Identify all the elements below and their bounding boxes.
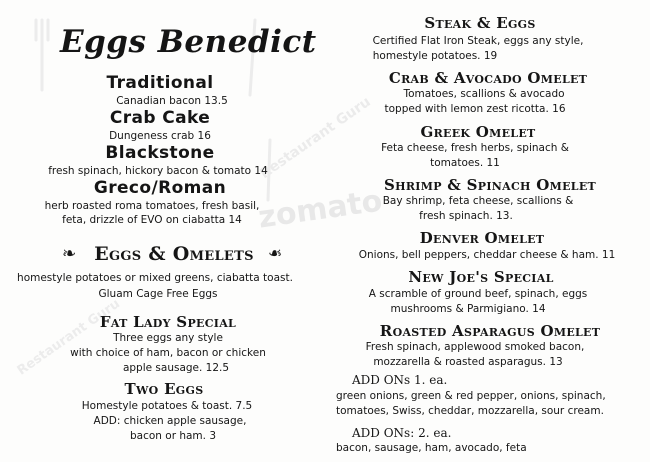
shrimp-spinach-line1: Bay shrimp, feta cheese, scallions & xyxy=(382,195,574,207)
eggs-omelets-intro2: Gluam Cage Free Eggs xyxy=(98,288,218,300)
addons1-title: ADD ONs 1. ea. xyxy=(352,373,448,387)
fat-lady-special-name: Fat Lady Special xyxy=(99,313,237,331)
benedict-crab-cake-desc: Dungeness crab 16 xyxy=(109,130,211,142)
greek-omelet-name: Greek Omelet xyxy=(420,123,536,141)
addons2-line1: bacon, sausage, ham, avocado, feta xyxy=(336,442,527,454)
benedict-traditional-desc: Canadian bacon 13.5 xyxy=(116,95,228,107)
greek-omelet-line1: Feta cheese, fresh herbs, spinach & xyxy=(381,142,569,154)
two-eggs-line3: bacon or ham. 3 xyxy=(129,430,217,442)
fat-lady-line2: with choice of ham, bacon or chicken xyxy=(70,347,266,359)
shrimp-spinach-line2: fresh spinach. 13. xyxy=(419,210,513,222)
watermark-zomato: zomato xyxy=(256,183,385,236)
crab-avocado-line1: Tomatoes, scallions & avocado xyxy=(403,88,565,100)
denver-omelet-line1: Onions, bell peppers, cheddar cheese & ham. 11 xyxy=(358,249,616,261)
two-eggs-line1: Homestyle potatoes & toast. 7.5 xyxy=(81,400,253,412)
watermark-restaurant-guru-left: Restaurant Guru xyxy=(14,296,123,379)
eggs-omelets-title: Eggs & Omelets xyxy=(94,243,254,265)
new-joes-special-name: New Joe's Special xyxy=(408,268,554,286)
new-joes-line1: A scramble of ground beef, spinach, eggs xyxy=(368,288,588,300)
benedict-greco-roman-name: Greco/Roman xyxy=(93,178,227,198)
steak-eggs-name: Steak & Eggs xyxy=(424,14,536,32)
roasted-asparagus-omelet-name: Roasted Asparagus Omelet xyxy=(379,322,601,340)
flourish-right-icon: ❧ xyxy=(268,244,283,264)
steak-eggs-line2: homestyle potatoes. 19 xyxy=(372,50,498,62)
flourish-left-icon: ❧ xyxy=(62,244,77,264)
benedict-blackstone-name: Blackstone xyxy=(105,143,215,163)
fat-lady-line1: Three eggs any style xyxy=(113,332,223,344)
benedict-greco-roman-desc2: feta, drizzle of EVO on ciabatta 14 xyxy=(62,214,242,226)
watermark-restaurant-guru: Restaurant Guru xyxy=(257,93,374,183)
crab-avocado-line2: topped with lemon zest ricotta. 16 xyxy=(384,103,566,115)
benedict-traditional-name: Traditional xyxy=(106,73,214,93)
crab-avocado-omelet-name: Crab & Avocado Omelet xyxy=(388,69,588,87)
two-eggs-line2: ADD: chicken apple sausage, xyxy=(93,415,247,427)
new-joes-line2: mushrooms & Parmigiano. 14 xyxy=(390,303,546,315)
eggs-benedict-title: Eggs Benedict xyxy=(60,24,317,60)
eggs-omelets-intro1: homestyle potatoes or mixed greens, ciabatta toast. xyxy=(17,272,293,284)
greek-omelet-line2: tomatoes. 11 xyxy=(430,157,500,169)
steak-eggs-line1: Certified Flat Iron Steak, eggs any style, xyxy=(372,35,584,47)
roasted-asparagus-line2: mozzarella & roasted asparagus. 13 xyxy=(373,356,563,368)
fat-lady-line3: apple sausage. 12.5 xyxy=(122,362,230,374)
addons1-line2: tomatoes, Swiss, cheddar, mozzarella, sour cream. xyxy=(336,405,604,417)
denver-omelet-name: Denver Omelet xyxy=(419,229,545,247)
two-eggs-name: Two Eggs xyxy=(124,380,204,398)
benedict-crab-cake-name: Crab Cake xyxy=(109,108,211,128)
shrimp-spinach-omelet-name: Shrimp & Spinach Omelet xyxy=(384,176,596,194)
roasted-asparagus-line1: Fresh spinach, applewood smoked bacon, xyxy=(365,341,585,353)
addons2-title: ADD ONs: 2. ea. xyxy=(352,426,452,440)
benedict-greco-roman-desc1: herb roasted roma tomatoes, fresh basil, xyxy=(44,200,260,212)
benedict-blackstone-desc: fresh spinach, hickory bacon & tomato 14 xyxy=(48,165,268,177)
addons1-line1: green onions, green & red pepper, onions, spinach, xyxy=(336,390,606,402)
